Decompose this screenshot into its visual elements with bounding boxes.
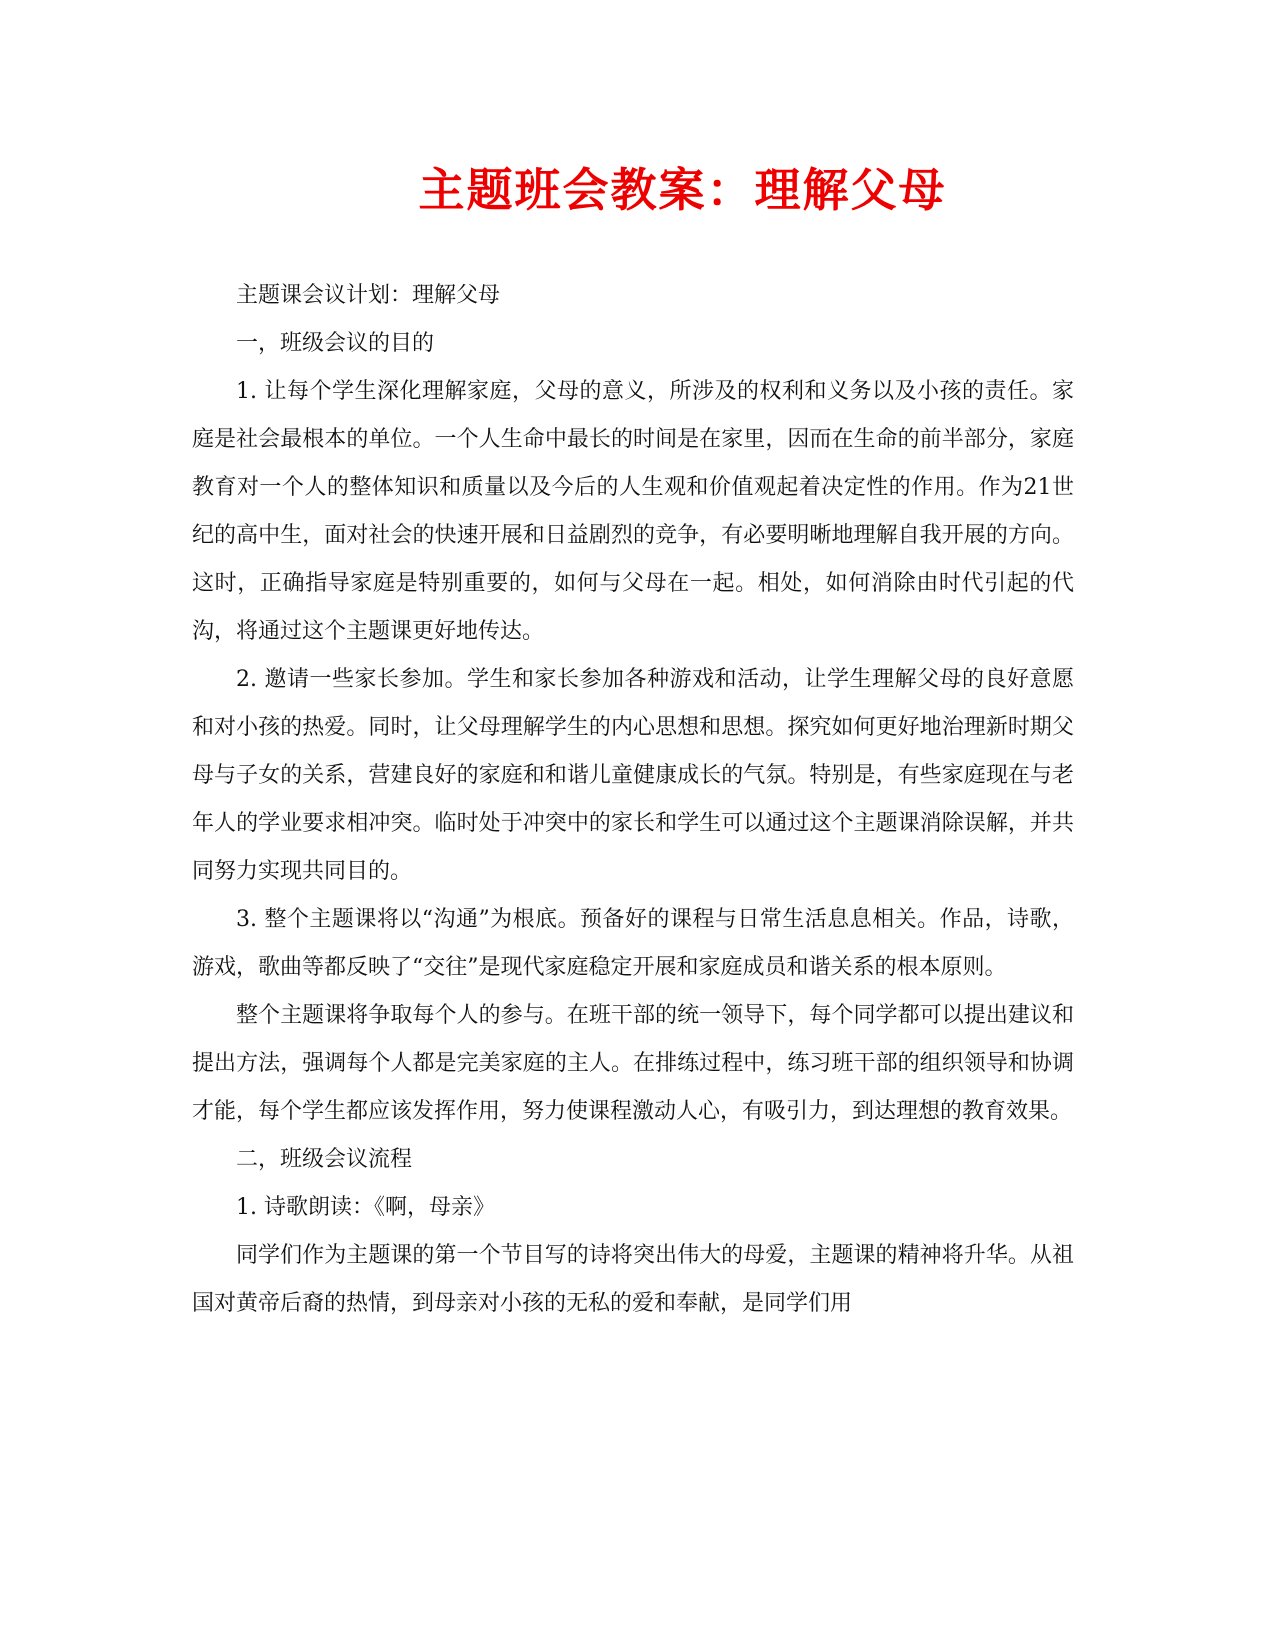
document-body <box>192 272 1074 1328</box>
document-title: 主题班会教案：理解父母 <box>418 163 947 217</box>
purpose-item-3: 3. 整个主题课将以“沟通”为根底。预备好的课程与日常生活息息相关。作品，诗歌，游戏，歌曲等都反映了“交往”是现代家庭稳定开展和家庭成员和谐关系的根本原则。 <box>192 907 1074 980</box>
purpose-item-1: 1. 让每个学生深化理解家庭，父母的意义，所涉及的权利和义务以及小孩的责任。家庭是社会最根本的单位。一个人生命中最长的时间是在家里，因而在生命的前半部分，家庭教育对一个人的整体知识和质量以及今后的人生观和价值观起着决定性的作用。作为21世纪的高中生，面对社会的快速开展和日益剧烈的竞争，有必要明晰地理解自我开展的方向。这时，正确指导家庭是特别重要的，如何与父母在一起。相处，如何消除由时代引起的代沟，将通过这个主题课更好地传达。 <box>192 379 1074 644</box>
section-heading-process: 二，班级会议流程 <box>236 1147 413 1172</box>
participation-paragraph: 整个主题课将争取每个人的参与。在班干部的统一领导下，每个同学都可以提出建议和提出方法，强调每个人都是完美家庭的主人。在排练过程中，练习班干部的组织领导和协调才能，每个学生都应该发挥作用，努力使课程激动人心，有吸引力，到达理想的教育效果。 <box>192 1003 1074 1124</box>
process-item-1: 1. 诗歌朗读：《啊，母亲》 <box>236 1195 495 1220</box>
poem-description-paragraph: 同学们作为主题课的第一个节目写的诗将突出伟大的母爱，主题课的精神将升华。从祖国对黄帝后裔的热情，到母亲对小孩的无私的爱和奉献，是同学们用 <box>192 1243 1074 1316</box>
section-heading-purpose: 一，班级会议的目的 <box>236 331 435 356</box>
purpose-item-2: 2. 邀请一些家长参加。学生和家长参加各种游戏和活动，让学生理解父母的良好意愿和对小孩的热爱。同时，让父母理解学生的内心思想和思想。探究如何更好地治理新时期父母与子女的关系，营建良好的家庭和和谐儿童健康成长的气氛。特别是，有些家庭现在与老年人的学业要求相冲突。临时处于冲突中的家长和学生可以通过这个主题课消除误解，并共同努力实现共同目的。 <box>192 667 1074 884</box>
plan-heading: 主题课会议计划：理解父母 <box>236 283 501 308</box>
